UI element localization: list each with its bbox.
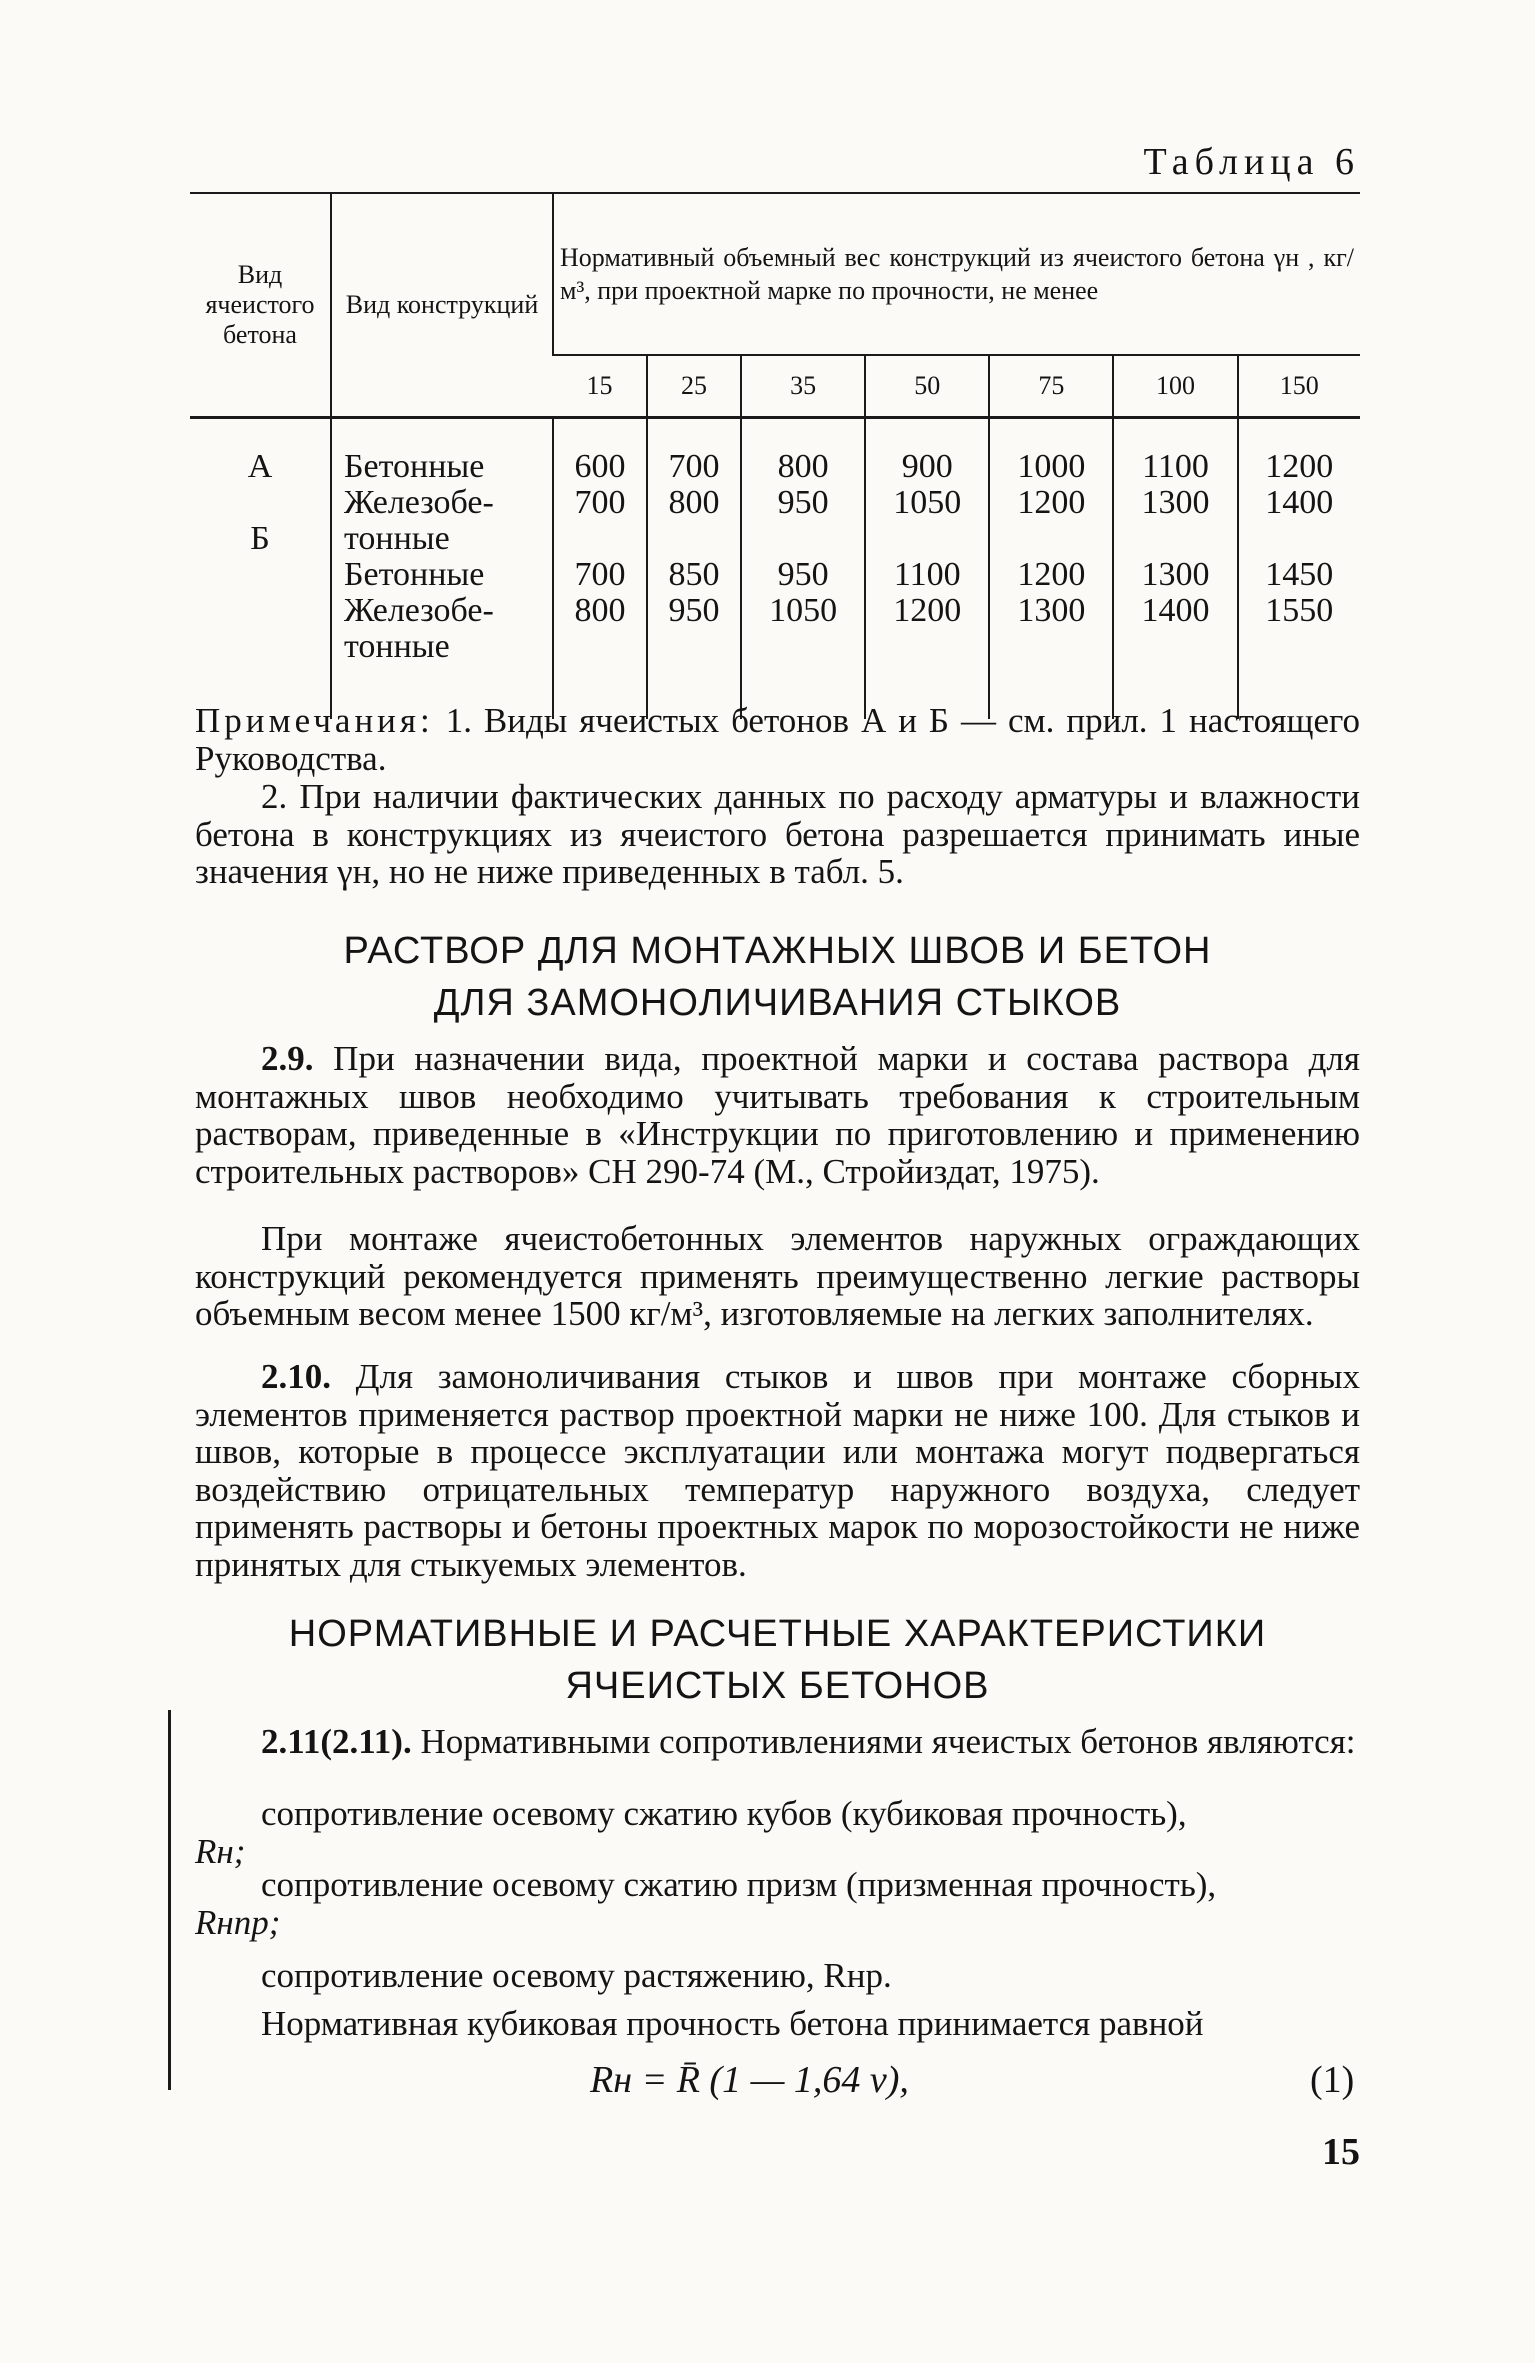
value: 700 (574, 556, 626, 593)
item-symbol: Rн; (195, 1831, 246, 1871)
value: 800 (574, 592, 626, 629)
value: 600 (574, 448, 626, 485)
heading-line: РАСТВОР ДЛЯ МОНТАЖНЫХ ШВОВ И БЕТОН (343, 930, 1212, 972)
kind-label: Б (250, 520, 270, 557)
cell-values-150 (1238, 418, 1360, 666)
section-heading-mortar (195, 925, 1360, 1029)
value: 1450 (1265, 556, 1334, 593)
header-grade: 75 (989, 355, 1113, 418)
section-heading-characteristics (195, 1608, 1360, 1712)
construction-label: Железобе- тонные (344, 592, 494, 665)
heading-line: НОРМАТИВНЫЕ И РАСЧЕТНЫЕ ХАРАКТЕРИСТИКИ (288, 1613, 1267, 1655)
note-1-text: 1. Виды ячеистых бетонов А и Б — см. прил. 1 настоящего Руководства. (195, 701, 1360, 778)
value: 850 (668, 556, 720, 593)
cell-values-35 (741, 418, 865, 666)
value: 1200 (1017, 484, 1086, 521)
density-table (190, 192, 1360, 719)
cell-values-25 (647, 418, 741, 666)
formula-1: Rн = R̄ (1 — 1,64 v), (590, 2059, 909, 2101)
value: 1000 (1017, 448, 1086, 485)
header-construction-kind: Вид конструкций (331, 193, 553, 418)
clause-text: Нормативными сопротивлениями ячеистых бетонов являются: (411, 1722, 1356, 1761)
header-concrete-kind: Вид ячеистого бетона (190, 193, 331, 418)
value: 1550 (1265, 592, 1334, 629)
item-text: сопротивление осевому сжатию призм (призменная прочность), (261, 1865, 1217, 1904)
value: 1100 (1142, 448, 1209, 485)
paragraph-cube-strength: Нормативная кубиковая прочность бетона принимается равной (261, 2004, 1204, 2043)
header-normative-density: Нормативный объемный вес конструкций из ячеистого бетона γн , кг/м³, при проектной марке по прочности, не менее (553, 193, 1360, 355)
value: 1100 (893, 556, 961, 593)
item-prism-strength (195, 1866, 1360, 1941)
header-grade: 25 (647, 355, 741, 418)
header-grade: 100 (1113, 355, 1237, 418)
heading-line: ДЛЯ ЗАМОНОЛИЧИВАНИЯ СТЫКОВ (433, 982, 1122, 1024)
value: 1050 (893, 484, 962, 521)
construction-label: Бетонные (344, 556, 485, 593)
item-tensile-strength: сопротивление осевому растяжению, Rнр. (261, 1956, 892, 1995)
value: 1300 (1017, 592, 1086, 629)
kind-label: А (247, 448, 273, 485)
paragraph-2-11 (195, 1723, 1360, 1761)
value: 800 (668, 484, 720, 521)
construction-label: Бетонные (344, 448, 485, 485)
value: 1200 (1017, 556, 1086, 593)
header-grade: 150 (1238, 355, 1360, 418)
notes-label: Примечания: (195, 701, 434, 740)
cell-construction (331, 418, 553, 666)
cell-values-75 (989, 418, 1113, 666)
value: 950 (668, 592, 720, 629)
header-grade: 50 (865, 355, 989, 418)
paragraph-lightweight-mortar: При монтаже ячеистобетонных элементов наружных ограждающих конструкций рекомендуется применять преимущественно легкие растворы объемным весом менее 1500 кг/м³, изготовляемые на легких заполнителях. (195, 1219, 1360, 1333)
notes-paragraph-1 (195, 702, 1360, 777)
clause-text: При назначении вида, проектной марки и состава раствора для монтажных швов необходимо учитывать требования к строительным растворам, приведенные в «Инструкции по приготовлению и применению строительных растворов» СН 290-74 (М., Стройиздат, 1975). (195, 1039, 1360, 1191)
clause-number: 2.9. (261, 1039, 314, 1078)
page-number: 15 (1322, 2131, 1360, 2173)
cell-values-15 (553, 418, 647, 666)
value: 1200 (893, 592, 962, 629)
formula-number: (1) (1310, 2059, 1355, 2101)
paragraph-2-9 (195, 1040, 1360, 1190)
value: 950 (777, 556, 829, 593)
cell-values-50 (865, 418, 989, 666)
clause-number: 2.11(2.11). (261, 1722, 412, 1761)
heading-line: ЯЧЕИСТЫХ БЕТОНОВ (565, 1665, 990, 1707)
clause-number: 2.10. (261, 1357, 331, 1396)
value: 1400 (1265, 484, 1334, 521)
notes-paragraph-2: 2. При наличии фактических данных по расходу арматуры и влажности бетона в конструкциях из ячеистого бетона разрешается принимать иные значения γн, но не ниже приведенных в табл. 5. (195, 777, 1360, 891)
header-grade: 35 (741, 355, 865, 418)
construction-label: Железобе- тонные (344, 484, 494, 557)
item-symbol: Rнпр; (195, 1902, 281, 1942)
clause-text: Для замоноличивания стыков и швов при монтаже сборных элементов применяется раствор проектной марки не ниже 100. Для стыков и швов, которые в процессе эксплуатации или монтажа могут подвергаться воздействию отрицательных температур наружного воздуха, следует применять растворы и бетоны проектных марок по морозостойкости не ниже принятых для стыкуемых элементов. (195, 1357, 1360, 1584)
value: 1400 (1141, 592, 1210, 629)
value: 1200 (1265, 448, 1334, 485)
value: 900 (901, 448, 953, 485)
value: 700 (668, 448, 720, 485)
paragraph-2-10 (195, 1358, 1360, 1583)
item-cube-strength (195, 1795, 1360, 1870)
item-text: сопротивление осевому сжатию кубов (кубиковая прочность), (261, 1794, 1187, 1833)
value: 800 (777, 448, 829, 485)
cell-values-100 (1113, 418, 1237, 666)
value: 700 (574, 484, 626, 521)
value: 1050 (769, 592, 838, 629)
header-grade: 15 (553, 355, 647, 418)
value: 1300 (1141, 484, 1210, 521)
table-caption: Таблица 6 (1143, 141, 1360, 183)
table-row (190, 418, 1360, 666)
value: 950 (777, 484, 829, 521)
value: 1300 (1141, 556, 1210, 593)
margin-change-bar (168, 1710, 171, 2090)
cell-kind (190, 418, 331, 666)
